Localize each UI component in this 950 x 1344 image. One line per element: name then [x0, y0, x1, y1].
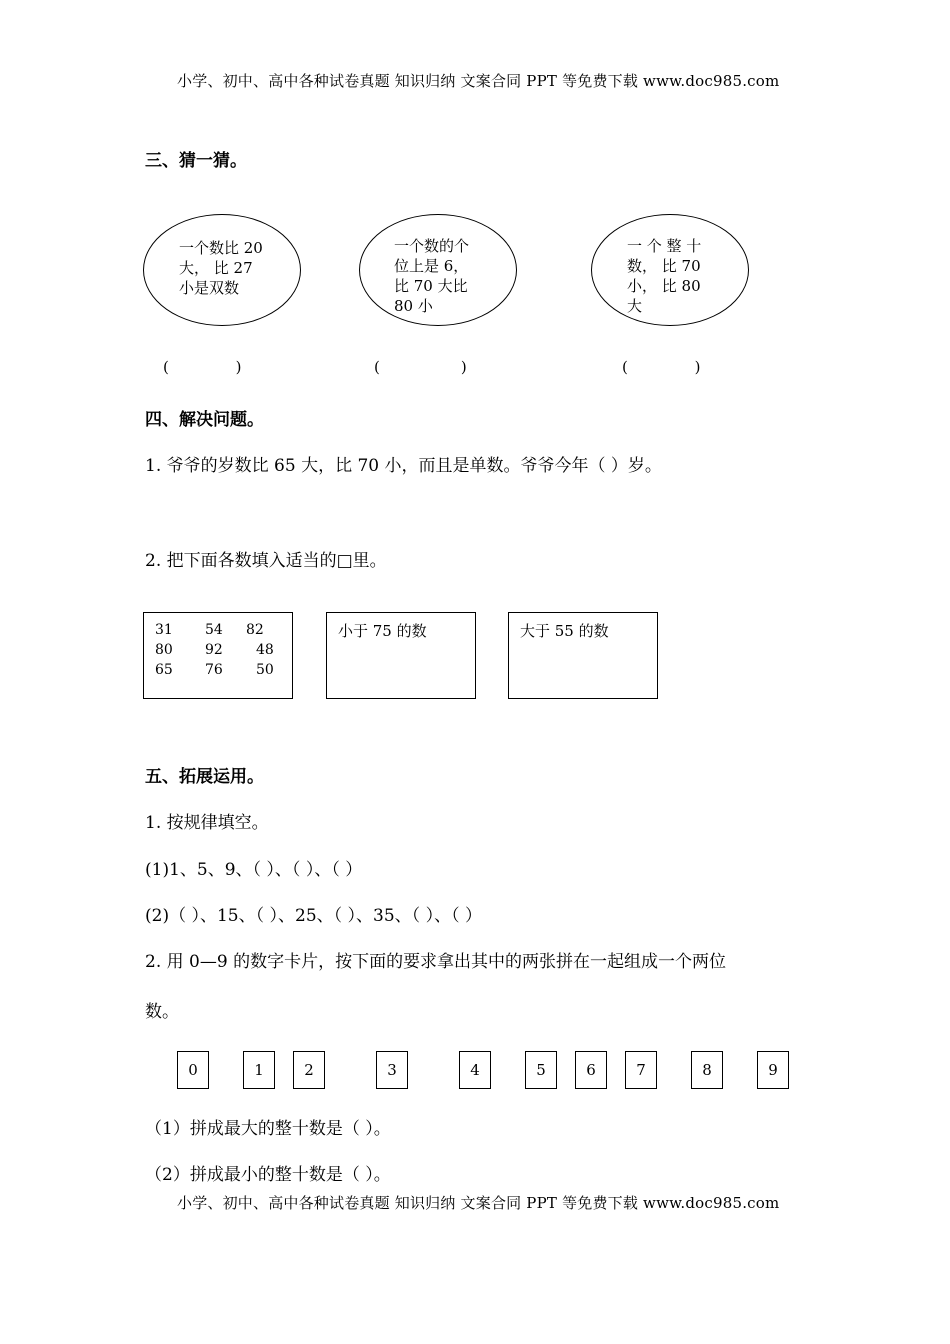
- pattern-2[interactable]: (2)（ ）、15、（ ）、25、（ ）、35、（ ）、（ ）: [145, 906, 482, 926]
- number-cell: 92: [205, 642, 223, 658]
- digit-card-3[interactable]: 3: [376, 1051, 408, 1089]
- page-header: 小学、初中、高中各种试卷真题 知识归纳 文案合同 PPT 等免费下载 www.doc985.com: [177, 72, 780, 90]
- riddle-text-3: 一 个 整 十 数， 比 70 小， 比 80 大: [627, 237, 702, 315]
- number-cell: 82: [246, 622, 264, 638]
- question-5-2-line2: 数。: [145, 1002, 179, 1022]
- digit-card-7[interactable]: 7: [625, 1051, 657, 1089]
- digit-card-4[interactable]: 4: [459, 1051, 491, 1089]
- number-cell: 31: [155, 622, 173, 638]
- number-cell: 48: [256, 642, 274, 658]
- riddle-answer-2[interactable]: ( ): [374, 358, 467, 376]
- digit-card-6[interactable]: 6: [575, 1051, 607, 1089]
- section-5-title: 五、拓展运用。: [145, 767, 264, 787]
- digit-card-8[interactable]: 8: [691, 1051, 723, 1089]
- question-4-1: 1. 爷爷的岁数比 65 大，比 70 小，而且是单数。爷爷今年（ ）岁。: [145, 456, 662, 476]
- sub-question-2[interactable]: （2）拼成最小的整十数是（ ）。: [145, 1165, 391, 1185]
- riddle-text-2: 一个数的个 位上是 6， 比 70 大比 80 小: [394, 237, 470, 315]
- number-cell: 80: [155, 642, 173, 658]
- number-cell: 54: [205, 622, 223, 638]
- question-5-1: 1. 按规律填空。: [145, 813, 269, 833]
- less-than-75-label: 小于 75 的数: [338, 622, 427, 640]
- riddle-answer-3[interactable]: ( ): [622, 358, 701, 376]
- number-cell: 50: [256, 662, 274, 678]
- digit-card-2[interactable]: 2: [293, 1051, 325, 1089]
- digit-card-0[interactable]: 0: [177, 1051, 209, 1089]
- page-footer: 小学、初中、高中各种试卷真题 知识归纳 文案合同 PPT 等免费下载 www.doc985.com: [177, 1194, 780, 1212]
- question-5-2-line1: 2. 用 0—9 的数字卡片，按下面的要求拿出其中的两张拼在一起组成一个两位: [145, 952, 727, 972]
- riddle-answer-1[interactable]: ( ): [163, 358, 242, 376]
- sub-question-1[interactable]: （1）拼成最大的整十数是（ ）。: [145, 1119, 391, 1139]
- number-cell: 65: [155, 662, 173, 678]
- pattern-1[interactable]: (1)1、5、9、（ ）、（ ）、（ ）: [145, 860, 363, 880]
- greater-than-55-label: 大于 55 的数: [520, 622, 609, 640]
- question-4-2: 2. 把下面各数填入适当的□里。: [145, 551, 387, 571]
- digit-card-9[interactable]: 9: [757, 1051, 789, 1089]
- digit-card-1[interactable]: 1: [243, 1051, 275, 1089]
- riddle-text-1: 一个数比 20 大， 比 27 小是双数: [179, 239, 263, 297]
- section-4-title: 四、解决问题。: [145, 410, 264, 430]
- section-3-title: 三、猜一猜。: [145, 151, 247, 171]
- digit-card-5[interactable]: 5: [525, 1051, 557, 1089]
- number-cell: 76: [205, 662, 223, 678]
